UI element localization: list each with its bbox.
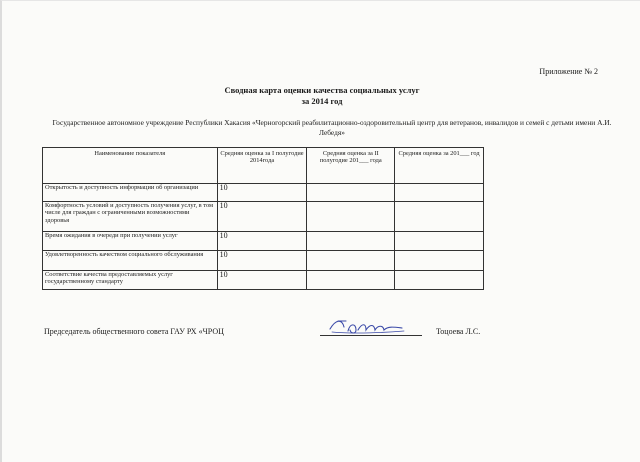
first-half-score: 10 — [217, 184, 307, 202]
header-year: Средняя оценка за 201___ год — [395, 148, 484, 184]
chair-label: Председатель общественного совета ГАУ РХ «ЧРОЦ — [44, 327, 224, 336]
indicator-cell: Открытость и доступность информации об организации — [43, 184, 218, 202]
institution-name: Государственное автономное учреждение Республики Хакасия «Черногорский реабилитационно-оздоровительный центр для ветеранов, инвалидов и семей с детьми имени А.И. Лебедя» — [52, 118, 612, 137]
table-row — [43, 271, 484, 290]
annex-label: Приложение № 2 — [539, 67, 598, 76]
second-half-score — [307, 251, 395, 271]
year-score — [395, 251, 484, 271]
chair-name: Тоцоева Л.С. — [436, 327, 481, 336]
document-subtitle-year: за 2014 год — [301, 96, 343, 106]
year-score — [395, 184, 484, 202]
second-half-score — [307, 271, 395, 290]
signature-line — [320, 335, 422, 336]
first-half-score: 10 — [217, 251, 307, 271]
header-first-half: Средняя оценка за I полугодие 2014года — [217, 148, 307, 184]
second-half-score — [307, 184, 395, 202]
year-score — [395, 202, 484, 232]
first-half-score: 10 — [217, 271, 307, 290]
header-second-half: Средняя оценка за II полугодие 201___ года — [307, 148, 395, 184]
document-title: Сводная карта оценки качества социальных услуг — [224, 85, 420, 95]
indicator-cell: Время ожидания в очереди при получении услуг — [43, 232, 218, 251]
indicator-cell: Комфортность условий и доступность получения услуг, в том числе для граждан с ограниченными возможностями здоровья — [43, 202, 218, 232]
table-row — [43, 232, 484, 251]
table-row — [43, 251, 484, 271]
header-indicator: Наименование показателя — [43, 148, 218, 184]
year-score — [395, 232, 484, 251]
table-header-row — [43, 148, 484, 184]
handwritten-signature — [326, 315, 406, 337]
year-score — [395, 271, 484, 290]
table-row — [43, 202, 484, 232]
indicator-cell: Соответствие качества предоставляемых услуг государственному стандарту — [43, 271, 218, 290]
table-row — [43, 184, 484, 202]
first-half-score: 10 — [217, 202, 307, 232]
quality-summary-table — [42, 147, 484, 290]
indicator-cell: Удовлетворенность качеством социального обслуживания — [43, 251, 218, 271]
second-half-score — [307, 232, 395, 251]
second-half-score — [307, 202, 395, 232]
first-half-score: 10 — [217, 232, 307, 251]
